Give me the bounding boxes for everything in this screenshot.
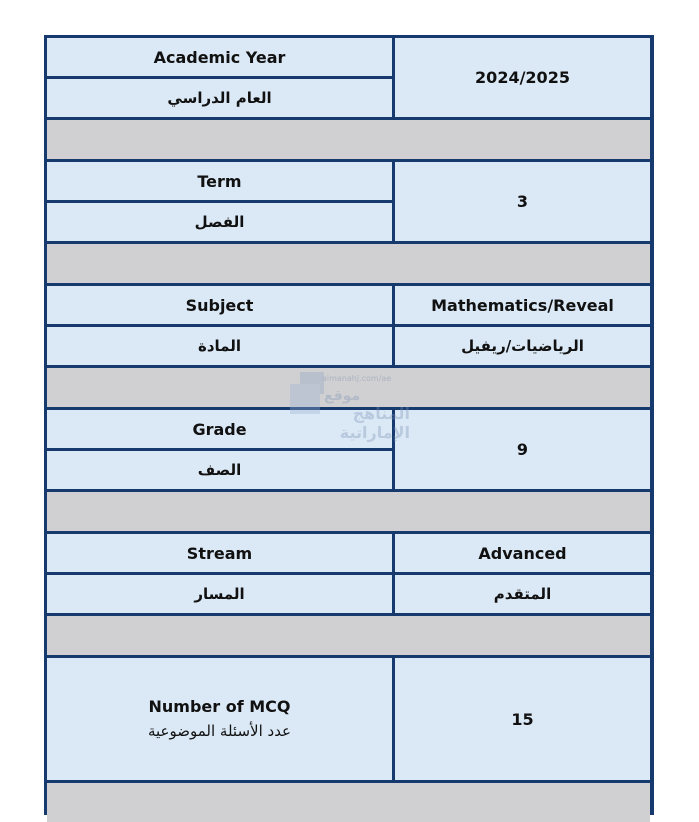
term-label-ar xyxy=(47,203,392,241)
watermark-line2: المناهج الإماراتية xyxy=(339,404,410,442)
mcq-value-text: 15 xyxy=(511,709,534,729)
academic-year-value-text: 2024/2025 xyxy=(475,68,570,87)
separator-row xyxy=(47,616,650,655)
subject-value-ar xyxy=(395,327,650,365)
grade-value xyxy=(395,410,650,489)
subject-value-ar-text: الرياضيات/ريفيل xyxy=(461,337,584,355)
term-value-text: 3 xyxy=(516,192,529,211)
separator-row xyxy=(47,244,650,283)
subject-label-ar-text: المادة xyxy=(198,337,242,355)
separator-row xyxy=(47,368,650,407)
subject-label-en-text: Subject xyxy=(185,295,254,315)
stream-label-ar xyxy=(47,575,392,613)
term-value xyxy=(395,162,650,241)
term-label-en-text: Term xyxy=(197,171,242,191)
separator-row xyxy=(47,120,650,159)
subject-label-en xyxy=(47,286,392,324)
academic-year-label-ar xyxy=(47,79,392,117)
watermark-url: almanahj.com/ae xyxy=(322,374,392,383)
mcq-label-ar: عدد الأسئلة الموضوعية xyxy=(147,722,292,740)
term-label-en xyxy=(47,162,392,200)
stream-value-ar xyxy=(395,575,650,613)
stream-value-ar-text: المتقدم xyxy=(493,585,552,603)
subject-value-en-text: Mathematics/Reveal xyxy=(431,295,614,315)
subject-label-ar xyxy=(47,327,392,365)
stream-label-ar-text: المسار xyxy=(194,585,245,603)
mcq-value xyxy=(395,658,650,780)
stream-value-en xyxy=(395,534,650,572)
academic-year-label-ar-text: العام الدراسي xyxy=(167,89,272,107)
watermark-line1: موقع xyxy=(324,388,361,404)
separator-row xyxy=(47,783,650,822)
grade-label-ar-text: الصف xyxy=(197,461,242,479)
stream-label-en-text: Stream xyxy=(186,543,253,563)
grade-value-text: 9 xyxy=(516,440,529,459)
grade-label-en-text: Grade xyxy=(192,419,247,439)
subject-value-en xyxy=(395,286,650,324)
grade-label-ar xyxy=(47,451,392,489)
academic-year-value xyxy=(395,38,650,117)
term-label-ar-text: الفصل xyxy=(194,213,245,231)
grade-label-en xyxy=(47,410,392,448)
separator-row xyxy=(47,492,650,531)
info-table xyxy=(44,35,654,815)
stream-label-en xyxy=(47,534,392,572)
academic-year-label-en-text: Academic Year xyxy=(153,47,286,67)
stream-value-en-text: Advanced xyxy=(478,543,567,563)
mcq-label-en: Number of MCQ xyxy=(148,697,291,716)
academic-year-label-en xyxy=(47,38,392,76)
mcq-label xyxy=(47,658,392,780)
